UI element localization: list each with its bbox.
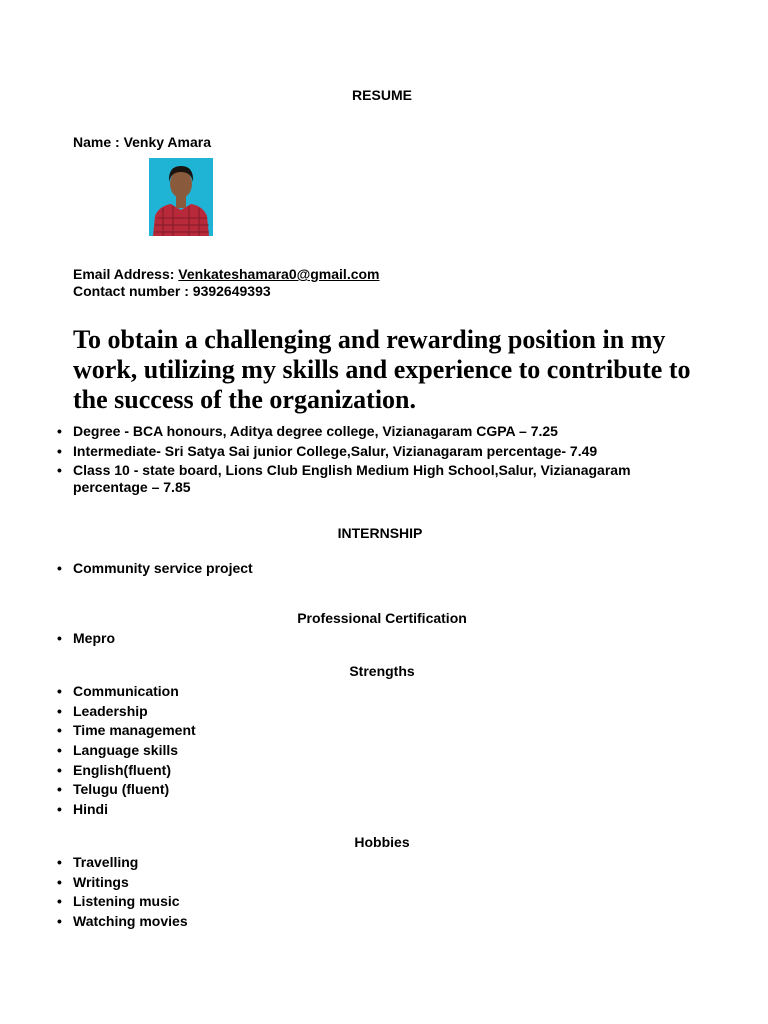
- education-list: [0, 423, 653, 499]
- certification-list: [0, 630, 653, 647]
- resume-title: RESUME: [352, 87, 412, 103]
- contact-line: [73, 283, 271, 300]
- list-item: • Degree - BCA honours, Aditya degree college, Vizianagaram CGPA – 7.25: [0, 423, 653, 440]
- contact-value: 9392649393: [192, 283, 271, 299]
- hobbies-heading: Hobbies: [354, 834, 410, 850]
- list-item: • Telugu (fluent): [0, 781, 653, 798]
- list-item: • Leadership: [0, 703, 653, 720]
- internship-heading: INTERNSHIP: [337, 525, 423, 541]
- list-item: • Writings: [0, 874, 653, 891]
- list-item: • Time management: [0, 722, 653, 739]
- strengths-list: [0, 683, 653, 821]
- list-item: • Watching movies: [0, 913, 653, 930]
- name-label: Name :: [73, 134, 124, 150]
- email-link[interactable]: Venkateshamara0@gmail.com: [178, 266, 380, 282]
- email-line: [73, 266, 380, 283]
- list-item: • Intermediate- Sri Satya Sai junior College,Salur, Vizianagaram percentage- 7.49: [0, 443, 653, 460]
- list-item: • Hindi: [0, 801, 653, 818]
- name-value: Venky Amara: [123, 134, 212, 150]
- list-item: • Mepro: [0, 630, 653, 647]
- list-item: • Class 10 - state board, Lions Club English Medium High School,Salur, Vizianagaram percentage – 7.85: [0, 462, 653, 496]
- internship-list: [0, 560, 653, 577]
- strengths-heading: Strengths: [349, 663, 415, 679]
- contact-label: Contact number :: [73, 283, 193, 299]
- name-line: [73, 134, 211, 151]
- certification-heading: Professional Certification: [297, 610, 467, 626]
- career-objective: To obtain a challenging and rewarding position in my work, utilizing my skills and experience to contribute to the success of the organization.: [73, 325, 691, 414]
- list-item: • Community service project: [0, 560, 653, 577]
- list-item: • Language skills: [0, 742, 653, 759]
- profile-photo: [149, 158, 213, 236]
- email-label: Email Address:: [73, 266, 179, 282]
- list-item: • English(fluent): [0, 762, 653, 779]
- list-item: • Travelling: [0, 854, 653, 871]
- list-item: • Communication: [0, 683, 653, 700]
- list-item: • Listening music: [0, 893, 653, 910]
- hobbies-list: [0, 854, 653, 933]
